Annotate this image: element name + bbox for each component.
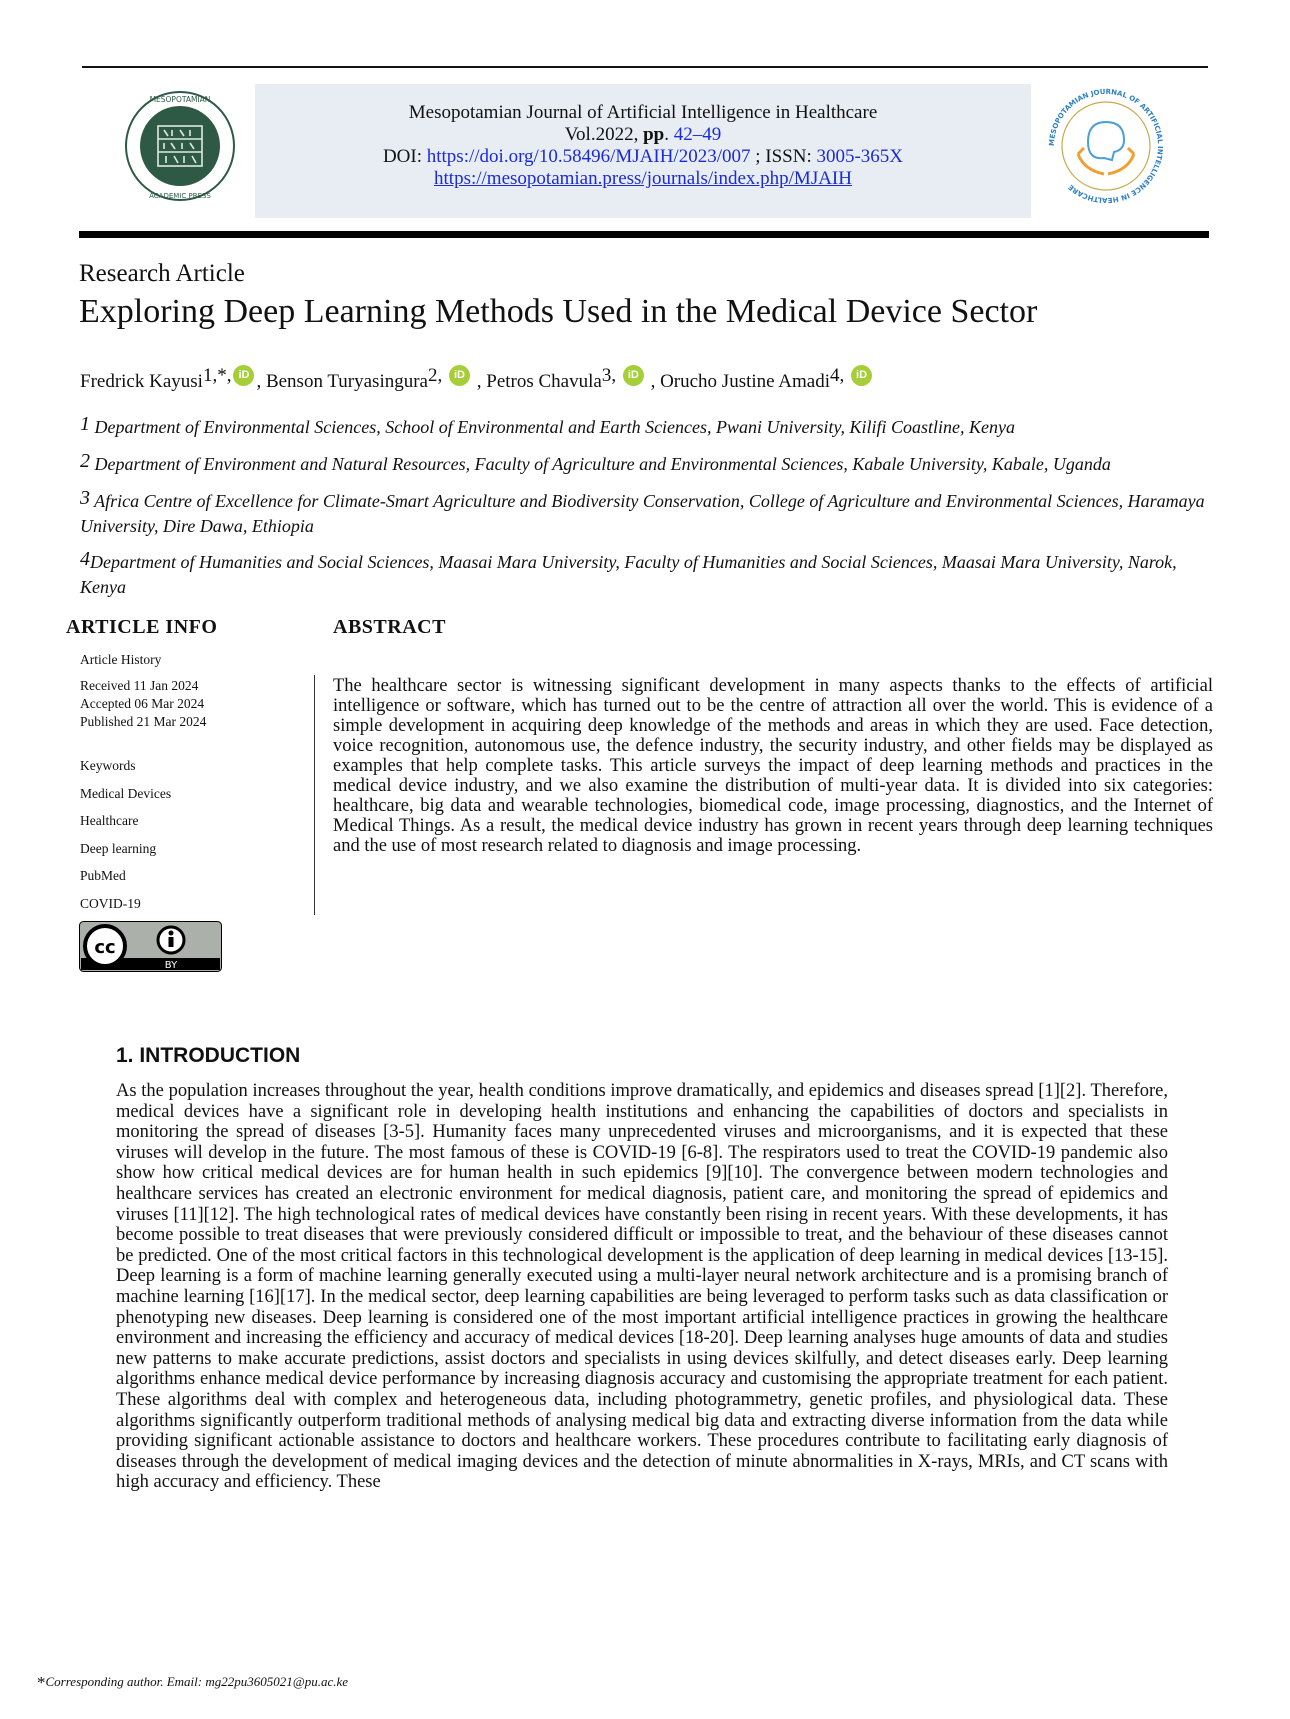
volume-label: Vol.2022, <box>564 124 644 145</box>
accepted-date: Accepted 06 Mar 2024 <box>80 696 205 711</box>
doi-link[interactable]: https://doi.org/10.58496/MJAIH/2023/007 <box>426 146 751 167</box>
journal-header <box>255 84 1031 218</box>
orcid-icon[interactable]: iD <box>449 365 470 386</box>
article-dates <box>80 677 206 731</box>
journal-site-link[interactable]: https://mesopotamian.press/journals/index.php/MJAIH <box>434 168 852 189</box>
pages-label: pp <box>643 124 665 145</box>
abstract-text: The healthcare sector is witnessing significant development in many aspects thanks to the effects of artificial intelligence or software, which has turned out to be the centre of attraction all over the world. This is evidence of a simple development in acquiring deep knowledge of the methods and areas in which they are used. Face detection, voice recognition, autonomous use, the defence industry, the security industry, and other fields may be displayed as examples that help complete tasks. This article surveys the impact of deep learning methods and practices in the medical device industry, and we also examine the distribution of multi-year data. It is divided into six categories: healthcare, big data and wearable technologies, biomedical code, image processing, diagnostics, and the Internet of Medical Things. As a result, the medical device industry has grown in recent years through deep learning techniques and the use of most research related to diagnosis and image processing. <box>333 676 1213 856</box>
author-name: , Petros Chavula <box>472 371 602 392</box>
issn-link[interactable]: 3005-365X <box>816 146 904 167</box>
affiliation-number: 4 <box>80 548 90 570</box>
affiliation-number: 3 <box>80 487 90 509</box>
cc-by-license-icon[interactable] <box>79 921 222 972</box>
keywords <box>80 752 171 917</box>
publisher-logo <box>124 90 236 202</box>
author-name: , Benson Turyasingura <box>256 371 428 392</box>
affiliation-number: 2 <box>80 450 90 472</box>
logo-text-bottom: ACADEMIC PRESS <box>149 192 211 200</box>
author-name: Fredrick Kayusi <box>80 371 203 392</box>
footnote-star: * <box>37 1673 46 1692</box>
article-type: Research Article <box>79 260 245 287</box>
affiliation-text: Department of Humanities and Social Sciences, Maasai Mara University, Faculty of Humanities and Social Sciences, Maasai Mara University, Narok, Kenya <box>80 552 1177 597</box>
introduction-heading: 1. INTRODUCTION <box>116 1044 301 1067</box>
affiliation-number: 1 <box>80 413 90 435</box>
by-label: BY <box>164 960 178 971</box>
published-date: Published 21 Mar 2024 <box>80 714 207 729</box>
header-top-rule <box>82 66 1208 68</box>
affiliation <box>80 547 1210 600</box>
footnote-text: Corresponding author. Email: mg22pu3605021@pu.ac.ke <box>45 1674 349 1689</box>
keyword-item: Healthcare <box>80 813 139 828</box>
cc-label: cc <box>94 937 116 958</box>
keyword-item: Deep learning <box>80 840 157 856</box>
affiliation-text: Department of Environment and Natural Resources, Faculty of Agriculture and Environmental Sciences, Kabale University, Kabale, Uganda <box>90 454 1111 474</box>
abstract-heading: ABSTRACT <box>333 616 446 638</box>
affiliation <box>80 412 1210 440</box>
orcid-icon[interactable]: iD <box>851 365 872 386</box>
journal-name: Mesopotamian Journal of Artificial Intelligence in Healthcare <box>408 102 878 123</box>
logo-text-top: MESOPOTAMIAN <box>149 95 211 104</box>
orcid-icon[interactable]: iD <box>233 365 254 386</box>
affiliation <box>80 449 1210 477</box>
doi-label: DOI: <box>382 146 427 167</box>
pages-separator: . <box>664 124 674 145</box>
journal-doi-line <box>255 146 1031 168</box>
corresponding-author-footnote <box>37 1673 348 1693</box>
author-sup: 3, <box>601 365 617 386</box>
article-history <box>80 651 161 669</box>
affiliation-text: Africa Centre of Excellence for Climate-Smart Agriculture and Biodiversity Conservation, College of Agriculture and Environmental Sciences, Haramaya University, Dire Dawa, Ethiopia <box>80 491 1205 536</box>
keyword-item: Medical Devices <box>80 785 172 801</box>
history-label: Article History <box>80 652 162 667</box>
keyword-item: PubMed <box>80 868 126 883</box>
abstract-divider <box>314 675 315 915</box>
journal-logo-text: MESOPOTAMIAN JOURNAL OF ARTIFICIAL INTELLIGENCE IN HEALTHCARE <box>1047 87 1165 205</box>
author-sup: 4, <box>830 365 845 386</box>
orcid-icon[interactable]: iD <box>623 365 644 386</box>
keyword-item: COVID-19 <box>80 895 141 911</box>
journal-volume <box>255 124 1031 146</box>
pages-link[interactable]: 42–49 <box>673 124 722 145</box>
article-info-heading: ARTICLE INFO <box>66 616 218 638</box>
author-list <box>80 362 874 396</box>
header-bottom-rule <box>79 231 1209 238</box>
journal-logo <box>1044 84 1168 208</box>
received-date: Received 11 Jan 2024 <box>80 678 199 693</box>
affiliation <box>80 486 1210 539</box>
issn-label: ; ISSN: <box>750 146 817 167</box>
keywords-label: Keywords <box>80 758 136 773</box>
author-name: , Orucho Justine Amadi <box>645 371 831 392</box>
author-sup: 1,*, <box>202 365 232 386</box>
author-sup: 2, <box>428 365 443 386</box>
article-title: Exploring Deep Learning Methods Used in the Medical Device Sector <box>79 293 1038 330</box>
affiliation-text: Department of Environmental Sciences, School of Environmental and Earth Sciences, Pwani University, Kilifi Coastline, Kenya <box>90 417 1016 437</box>
introduction-text: As the population increases throughout the year, health conditions improve dramatically, and epidemics and diseases spread [1][2]. Therefore, medical devices have a significant role in developing health institutions and enhancing the capabilities of doctors and specialists in monitoring the spread of diseases [3-5]. Humanity faces many unprecedented viruses and microorganisms, and it is expected that these viruses will develop in the future. The most famous of these is COVID-19 [6-8]. The respirators used to treat the COVID-19 pandemic also show how critical medical devices are for human health in such epidemics [9][10]. The convergence between modern technologies and healthcare services has created an electronic environment for medical diagnosis, patient care, and monitoring the spread of epidemics and viruses [11][12]. The high technological rates of medical devices have constantly been rising in recent years. With these developments, it has become possible to treat diseases that were previously considered difficult or impossible to treat, and the behaviour of these diseases cannot be predicted. One of the most critical factors in this technological development is the application of deep learning in medical devices [13-15]. Deep learning is a form of machine learning generally executed using a multi-layer neural network architecture and is a promising branch of machine learning [16][17]. In the medical sector, deep learning capabilities are being leveraged to perform tasks such as data classification or phenotyping new diseases. Deep learning is considered one of the most important artificial intelligence practices in growing the healthcare environment and increasing the efficiency and accuracy of medical devices [18-20]. Deep learning analyses huge amounts of data and studies new patterns to make accurate predictions, assist doctors and specialists in using devices skilfully, and detect diseases early. Deep learning algorithms enhance medical device performance by increasing diagnosis accuracy and customising the appropriate treatment for each patient. These algorithms deal with complex and heterogeneous data, including photogrammetry, genetic profiles, and physiological data. These algorithms significantly outperform traditional methods of analysing medical big data and extracting diverse information from the data while providing significant actionable assistance to doctors and healthcare workers. These procedures contribute to facilitating early diagnosis of diseases through the development of medical imaging devices and the detection of minute abnormalities in X-rays, MRIs, and CT scans with high accuracy and efficiency. These <box>116 1081 1168 1493</box>
